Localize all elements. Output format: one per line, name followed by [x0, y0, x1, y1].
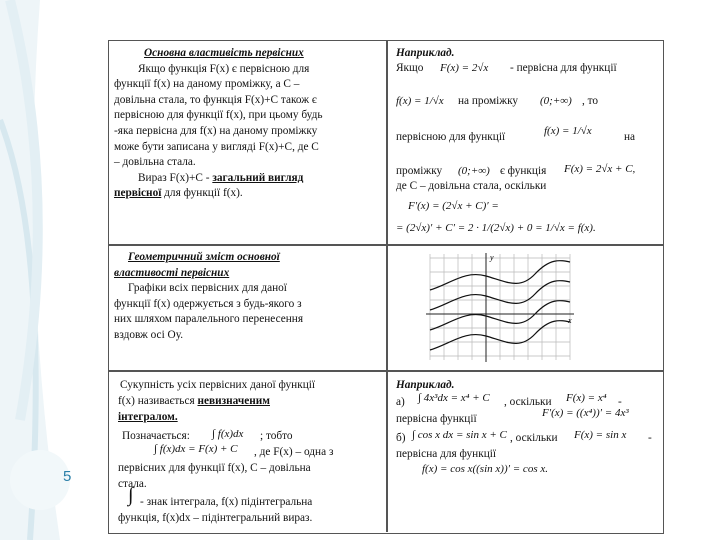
integral-sign: ∫ — [128, 484, 134, 506]
text-fragment: проміжку — [396, 165, 443, 177]
text-fragment: первісна функції — [396, 413, 477, 425]
formula-b-F: F(x) = sin x — [574, 429, 627, 441]
text-fragment: Якщо — [396, 62, 424, 74]
text-line: функція, f(x)dx – підінтегральний вираз. — [118, 512, 313, 524]
formula-f: f(x) = 1/√x — [396, 95, 444, 107]
term-primitive: первісної — [114, 187, 162, 200]
text-fragment: , оскільки — [504, 396, 552, 408]
text-fragment: - первісна для функції — [510, 62, 617, 74]
text-line: стала. — [118, 478, 147, 490]
text-line: функції f(x) на даному проміжку, а С – — [114, 78, 300, 91]
term-indefinite: невизначеним — [197, 395, 270, 407]
text-fragment: для функції f(x). — [161, 187, 243, 200]
formula-indefinite-integral: ∫ f(x)dx = F(x) + C — [154, 443, 238, 455]
formula-a-check: F′(x) = ((x⁴))′ = 4x³ — [542, 407, 629, 419]
text-line: - знак інтеграла, f(x) підінтегральна — [140, 496, 313, 508]
text-line — [114, 186, 382, 202]
text-fragment: первісною для функції — [396, 131, 506, 143]
text-line: довільна стала, то функція F(x)+C також є — [114, 93, 317, 106]
section-heading: Геометричний зміст основної — [128, 251, 280, 263]
text-line: Графіки всіх первісних для даної — [128, 282, 287, 295]
text-fragment: f(x) називається — [118, 395, 198, 407]
text-line — [118, 394, 270, 410]
table-row-divider-1 — [108, 244, 664, 246]
primitives-graph — [420, 250, 580, 365]
text-line: Сукупність усіх первісних даної функції — [120, 379, 316, 391]
formula-G: F(x) = 2√x + C, — [564, 163, 636, 175]
text-line: може бути записана у вигляді F(x)+C, де С — [114, 140, 319, 153]
text-fragment: первісна для функції — [396, 448, 497, 460]
example-cell-2 — [392, 378, 660, 530]
text-fragment: , то — [582, 95, 599, 107]
text-line — [114, 171, 382, 187]
formula-f: f(x) = 1/√x — [544, 125, 592, 137]
text-line: первісною для функції f(x), при цьому будь — [114, 109, 323, 122]
table-row-divider-2 — [108, 370, 664, 372]
text-line: них шляхом паралельного перенесення — [114, 313, 304, 326]
text-line: функції f(x) одержується з будь-якого з — [114, 297, 302, 310]
text-fragment: - — [648, 432, 652, 444]
text-fragment: на проміжку — [458, 95, 519, 107]
formula-a-F: F(x) = x⁴ — [566, 392, 607, 404]
formula-interval: (0;+∞) — [458, 165, 490, 177]
formula-interval: (0;+∞) — [540, 95, 572, 107]
main-property-cell — [114, 46, 382, 202]
term-integral: інтегралом. — [118, 411, 178, 423]
indefinite-integral-cell — [114, 378, 384, 530]
formula-a-integral: ∫ 4x³dx = x⁴ + C — [418, 392, 490, 404]
x-axis-label: x — [568, 316, 572, 325]
formula-derivative-1: F′(x) = (2√x + C)′ = — [408, 200, 499, 212]
text-fragment: на — [624, 131, 636, 143]
text-line: первісних для функції f(x), С – довільна — [118, 462, 311, 474]
text-line: – довільна стала. — [114, 156, 196, 169]
formula-b-integral: ∫ cos x dx = sin x + C — [412, 429, 507, 441]
term-general-form: загальний вигляд — [212, 171, 304, 184]
section-heading: властивості первісних — [114, 266, 230, 279]
text-fragment: ; тобто — [260, 430, 293, 442]
formula-F: F(x) = 2√x — [440, 62, 489, 74]
text-fragment: - — [618, 396, 622, 408]
formula-b-f: f(x) = cos x((sin x))′ = cos x. — [422, 463, 548, 475]
text-line: Якщо функція F(x) є первісною для — [138, 62, 310, 75]
example-label: Наприклад. — [396, 379, 455, 391]
page-number: 5 — [63, 468, 72, 485]
formula-integral-notation: ∫ f(x)dx — [212, 428, 244, 440]
example-cell-1 — [392, 46, 660, 242]
table-column-divider — [386, 40, 388, 532]
text-fragment: а) — [396, 396, 405, 408]
text-fragment: б) — [396, 432, 406, 444]
example-label: Наприклад. — [396, 47, 455, 59]
text-fragment: є функція — [500, 165, 547, 177]
geometric-meaning-cell — [114, 250, 382, 344]
text-fragment: де С – довільна стала, оскільки — [396, 180, 547, 192]
decorative-background — [0, 0, 100, 540]
text-fragment: Вираз F(x)+C - — [138, 171, 213, 184]
text-fragment: , де F(x) – одна з — [254, 446, 334, 458]
text-fragment: Позначається: — [122, 430, 190, 442]
formula-derivative-2: = (2√x)′ + C′ = 2 · 1/(2√x) + 0 = 1/√x = f(x). — [396, 222, 596, 234]
section-heading: Основна властивість первісних — [144, 47, 304, 59]
text-fragment: , оскільки — [510, 432, 558, 444]
y-axis-label: y — [490, 253, 494, 262]
text-line: вздовж осі Оу. — [114, 328, 184, 341]
text-line: -яка первісна для f(x) на даному проміжку — [114, 124, 318, 137]
